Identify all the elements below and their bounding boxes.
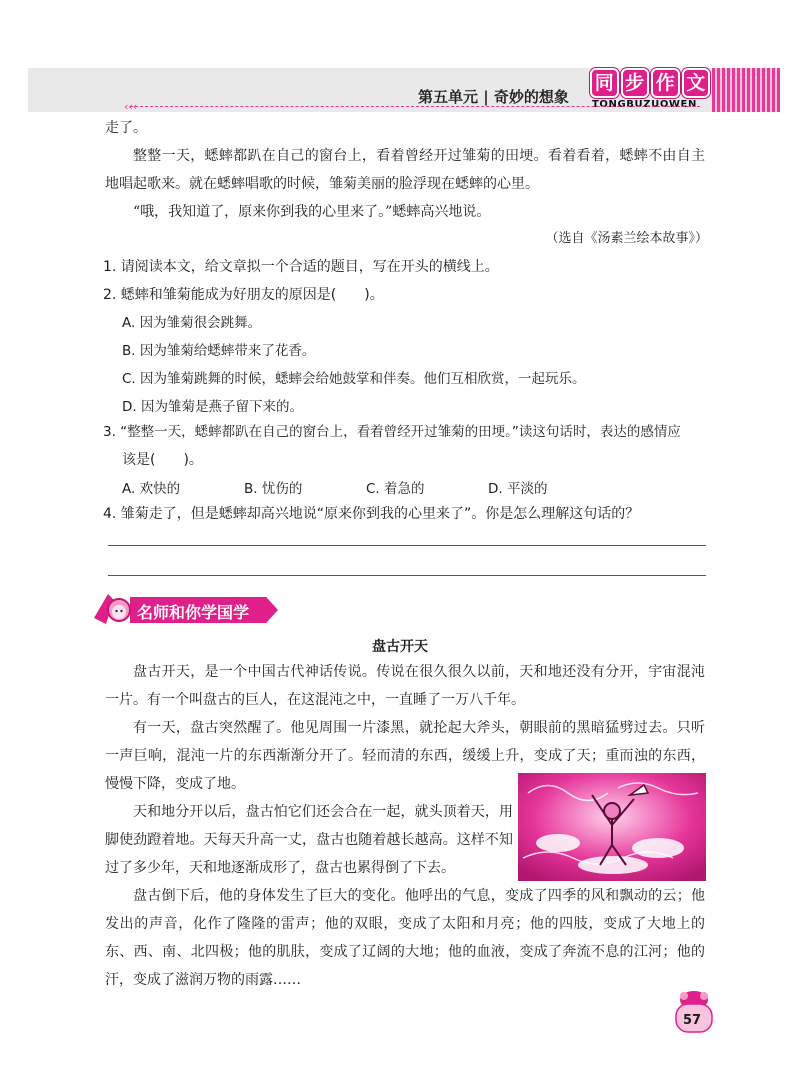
option: B. 忧伤的 [244,481,303,497]
section-title: 名师和你学国学 [137,603,250,622]
story-paragraph: 走了。 [105,120,147,136]
header-divider [130,106,700,108]
question-1: 1. 请阅读本文，给文章拟一个合适的题目，写在开头的横线上。 [103,259,499,275]
story-paragraph: 盘古倒下后，他的身体发生了巨大的变化。他呼出的气息，变成了四季的风和飘动的云；他发出的声音，化作了隆隆的雷声；他的双眼，变成了太阳和月亮；他的四肢，变成了大地上的东、西、南、北四极；他的肌肤，变成了辽阔的大地；他的血液，变成了奔流不息的江河；他的汗，变成了滋润万物的雨露…… [105,888,705,988]
option: D. 因为雏菊是燕子留下来的。 [122,399,303,415]
story-title: 盘古开天 [372,639,428,655]
series-char: 作 [651,68,680,98]
series-title [590,68,710,98]
question-3: 3. “整整一天，蟋蟀都趴在自己的窗台上，看着曾经开过雏菊的田埂。”读这句话时，表达的感情应 [103,424,681,440]
option: A. 因为雏菊很会跳舞。 [122,315,262,331]
question-4: 4. 雏菊走了，但是蟋蟀却高兴地说“原来你到我的心里来了”。你是怎么理解这句话的？ [103,506,640,522]
arrows-icon: ‹‹‹ [124,100,138,113]
story-paragraph: 天和地分开以后，盘古怕它们还会合在一起，就头顶着天，用脚使劲蹬着地。天每天升高一丈，盘古也随着越长越高。这样不知过了多少年，天和地逐渐成形了，盘古也累得倒了下去。 [105,804,513,876]
story-paragraph: 整整一天，蟋蟀都趴在自己的窗台上，看着曾经开过雏菊的田埂。看着看着，蟋蟀不由自主地唱起歌来。就在蟋蟀唱歌的时候，雏菊美丽的脸浮现在蟋蟀的心里。 [105,148,705,192]
answer-line [108,545,706,546]
series-char: 步 [621,68,650,98]
teacher-icon [92,588,134,630]
question-3-cont: 该是( )。 [122,452,203,468]
header-stripes [712,68,780,112]
option: C. 着急的 [366,481,425,497]
series-char: 文 [682,68,711,98]
source-note: （选自《汤素兰绘本故事》） [545,231,708,246]
answer-line [108,575,706,576]
question-2: 2. 蟋蟀和雏菊能成为好朋友的原因是( )。 [103,287,384,303]
option: D. 平淡的 [488,481,548,497]
page-number: 57 [683,1013,702,1028]
option: A. 欢快的 [122,481,181,497]
unit-title: 第五单元 | 奇妙的想象 [418,88,569,106]
option: B. 因为雏菊给蟋蟀带来了花香。 [122,343,316,359]
option: C. 因为雏菊跳舞的时候，蟋蟀会给她鼓掌和伴奏。他们互相欣赏，一起玩乐。 [122,371,586,387]
story-paragraph: 盘古开天，是一个中国古代神话传说。传说在很久很久以前，天和地还没有分开，宇宙混沌一片。有一个叫盘古的巨人，在这混沌之中，一直睡了一万八千年。 [105,664,705,708]
question-3-options [122,477,682,497]
story-paragraph: “哦，我知道了，原来你到我的心里来了。”蟋蟀高兴地说。 [133,204,491,220]
story-paragraph: 有一天，盘古突然醒了。他见周围一片漆黑，就抡起大斧头，朝眼前的黑暗猛劈过去。只听一声巨响，混沌一片的东西渐渐分开了。轻而清的东西，缓缓上升，变成了天；重而浊的东西，慢慢下降，变成了地。 [105,720,705,792]
pangu-illustration [518,773,706,881]
series-char: 同 [590,68,619,98]
series-pinyin: TONGBUZUOWEN [592,99,697,110]
